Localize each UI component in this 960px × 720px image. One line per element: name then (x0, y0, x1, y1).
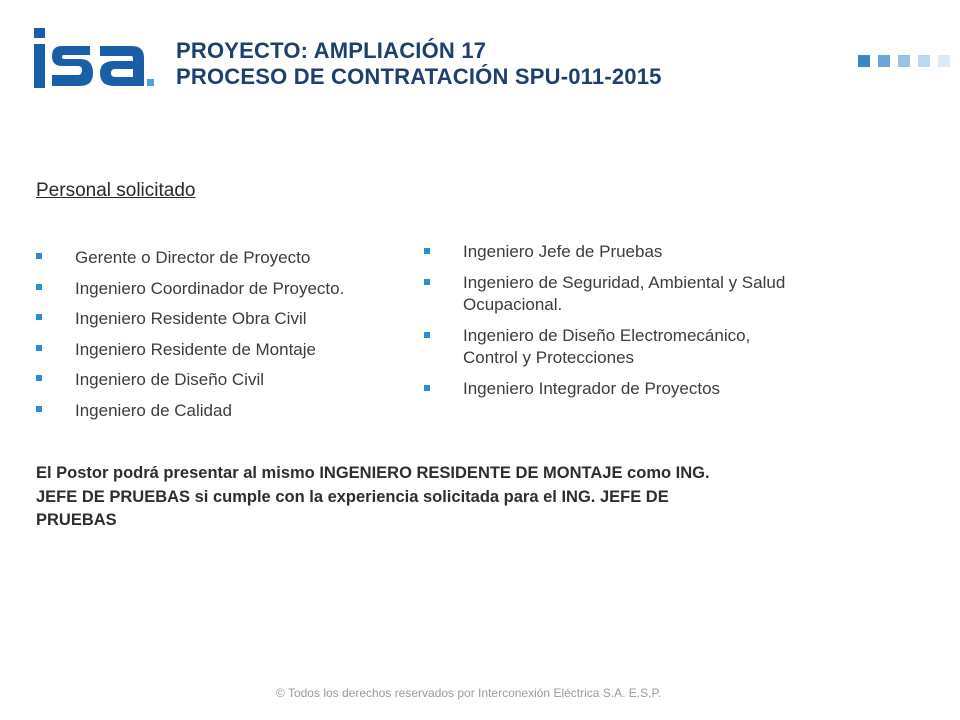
decorative-squares (858, 55, 950, 67)
list-item-line-1: Ingeniero Integrador de Proyectos (463, 379, 721, 398)
footer-copyright: © Todos los derechos reservados por Interconexión Eléctrica S.A. E.S.P. (276, 686, 662, 700)
list-item-line-2: Ocupacional. (463, 295, 563, 314)
title-line-2: PROCESO DE CONTRATACIÓN SPU-011-2015 (176, 64, 662, 89)
list-item-line-1: Ingeniero Jefe de Pruebas (463, 242, 663, 261)
square-icon (938, 55, 950, 67)
bullet-icon (36, 345, 42, 351)
isa-logo-icon (32, 28, 156, 90)
list-item-line-1: Ingeniero de Diseño Electromecánico, (463, 326, 751, 345)
list-item-label: Ingeniero Residente de Montaje (75, 339, 316, 359)
list-item (424, 325, 785, 369)
section-heading: Personal solicitado (36, 180, 196, 201)
list-item-label: Ingeniero de Diseño Civil (75, 370, 264, 389)
list-item (36, 368, 344, 399)
list-item (36, 277, 344, 308)
square-icon (898, 55, 910, 67)
bullet-icon (36, 406, 42, 412)
personnel-list-left (36, 246, 344, 429)
list-item (36, 307, 344, 338)
bullet-icon (36, 375, 42, 381)
bullet-icon (36, 314, 42, 320)
bullet-icon (424, 248, 430, 254)
list-item (36, 246, 344, 277)
note-line-1: El Postor podrá presentar al mismo INGENIERO RESIDENTE DE MONTAJE como ING. (36, 464, 710, 482)
square-icon (918, 55, 930, 67)
list-item-line-1: Ingeniero de Seguridad, Ambiental y Salud (463, 273, 786, 292)
square-icon (878, 55, 890, 67)
bullet-icon (424, 385, 430, 391)
bullet-icon (36, 284, 42, 290)
note-line-2: JEFE DE PRUEBAS si cumple con la experiencia solicitada para el ING. JEFE DE (36, 487, 669, 506)
list-item-label: Ingeniero Residente Obra Civil (75, 309, 307, 328)
bullet-icon (424, 279, 430, 285)
list-item-label: Gerente o Director de Proyecto (75, 248, 311, 267)
page-title (176, 38, 662, 90)
list-item (424, 272, 785, 316)
list-item-label: Ingeniero Coordinador de Proyecto. (75, 278, 345, 298)
list-item (36, 338, 344, 369)
personnel-list-right (424, 241, 785, 409)
list-item (36, 399, 344, 430)
list-item-label: Ingeniero de Calidad (75, 400, 232, 420)
bullet-icon (36, 253, 42, 259)
title-line-1: PROYECTO: AMPLIACIÓN 17 (176, 38, 487, 63)
note-line-3: PRUEBAS (36, 511, 117, 529)
list-item (424, 378, 785, 400)
bullet-icon (424, 332, 430, 338)
list-item-line-2: Control y Protecciones (463, 348, 635, 367)
list-item (424, 241, 785, 263)
note-paragraph (36, 462, 926, 533)
square-icon (858, 55, 870, 67)
